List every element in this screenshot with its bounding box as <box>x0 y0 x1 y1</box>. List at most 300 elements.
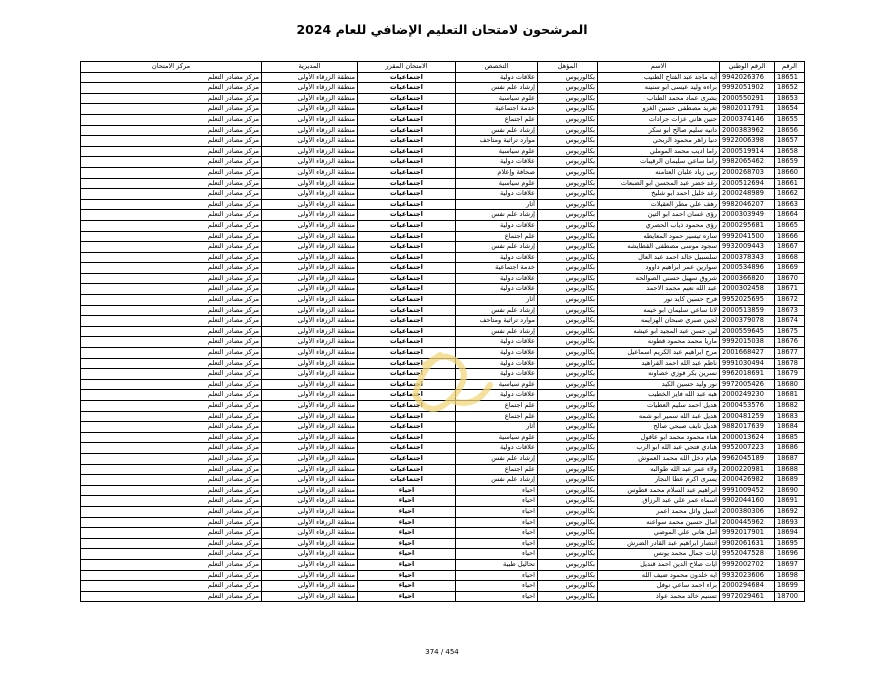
cell-center: مركز مصادر التعلم <box>81 337 262 348</box>
cell-specialty: علاقات دولية <box>456 220 538 231</box>
cell-name: هبه عبد الله فايز الخطيب <box>598 390 720 401</box>
cell-qualification: بكالوريوس <box>538 443 598 454</box>
cell-national-id: 2000481259 <box>720 411 775 422</box>
table-row <box>81 411 805 422</box>
cell-exam: اجتماعيات <box>358 379 456 390</box>
cell-num: 18680 <box>775 379 805 390</box>
cell-specialty: علاقات دولية <box>456 189 538 200</box>
cell-directorate: منطقة الزرقاء الأولى <box>262 581 358 592</box>
cell-exam: احياء <box>358 559 456 570</box>
cell-exam: اجتماعيات <box>358 443 456 454</box>
cell-name: سوارين عمر ابراهيم داوود <box>598 263 720 274</box>
header-num: الرقم <box>775 62 805 73</box>
cell-national-id: 9802011791 <box>720 104 775 115</box>
cell-qualification: بكالوريوس <box>538 189 598 200</box>
cell-num: 18655 <box>775 114 805 125</box>
cell-center: مركز مصادر التعلم <box>81 559 262 570</box>
cell-national-id: 2000378343 <box>720 252 775 263</box>
cell-national-id: 9882017639 <box>720 422 775 433</box>
table-header-row <box>81 62 805 73</box>
cell-exam: احياء <box>358 538 456 549</box>
cell-specialty: إرشاد علم نفس <box>456 305 538 316</box>
cell-national-id: 9972029461 <box>720 591 775 602</box>
cell-center: مركز مصادر التعلم <box>81 295 262 306</box>
cell-center: مركز مصادر التعلم <box>81 136 262 147</box>
table-row <box>81 559 805 570</box>
cell-center: مركز مصادر التعلم <box>81 517 262 528</box>
cell-directorate: منطقة الزرقاء الأولى <box>262 295 358 306</box>
cell-exam: اجتماعيات <box>358 305 456 316</box>
cell-exam: اجتماعيات <box>358 252 456 263</box>
cell-qualification: بكالوريوس <box>538 591 598 602</box>
cell-num: 18660 <box>775 167 805 178</box>
table-row <box>81 549 805 560</box>
cell-national-id: 2000379078 <box>720 316 775 327</box>
cell-num: 18664 <box>775 210 805 221</box>
table-row <box>81 167 805 178</box>
cell-exam: اجتماعيات <box>358 316 456 327</box>
table-row <box>81 199 805 210</box>
cell-specialty: علم اجتماع <box>456 231 538 242</box>
cell-directorate: منطقة الزرقاء الأولى <box>262 157 358 168</box>
cell-qualification: بكالوريوس <box>538 464 598 475</box>
cell-num: 18674 <box>775 316 805 327</box>
cell-center: مركز مصادر التعلم <box>81 496 262 507</box>
cell-specialty: تحاليل طبية <box>456 559 538 570</box>
cell-exam: اجتماعيات <box>358 369 456 380</box>
cell-num: 18658 <box>775 146 805 157</box>
cell-directorate: منطقة الزرقاء الأولى <box>262 273 358 284</box>
cell-qualification: بكالوريوس <box>538 337 598 348</box>
cell-center: مركز مصادر التعلم <box>81 390 262 401</box>
cell-national-id: 2000249230 <box>720 390 775 401</box>
cell-national-id: 9902061631 <box>720 538 775 549</box>
cell-name: امل هاني علي الموصي <box>598 528 720 539</box>
cell-exam: اجتماعيات <box>358 401 456 412</box>
cell-name: هنادي فتحي عبد الله ابو الرب <box>598 443 720 454</box>
cell-qualification: بكالوريوس <box>538 517 598 528</box>
cell-num: 18681 <box>775 390 805 401</box>
cell-national-id: 2000248989 <box>720 189 775 200</box>
cell-center: مركز مصادر التعلم <box>81 104 262 115</box>
cell-qualification: بكالوريوس <box>538 475 598 486</box>
cell-exam: اجتماعيات <box>358 432 456 443</box>
cell-directorate: منطقة الزرقاء الأولى <box>262 189 358 200</box>
cell-exam: احياء <box>358 591 456 602</box>
cell-exam: اجتماعيات <box>358 114 456 125</box>
cell-specialty: إرشاد علم نفس <box>456 242 538 253</box>
cell-center: مركز مصادر التعلم <box>81 443 262 454</box>
cell-num: 18678 <box>775 358 805 369</box>
cell-directorate: منطقة الزرقاء الأولى <box>262 401 358 412</box>
cell-qualification: بكالوريوس <box>538 432 598 443</box>
cell-national-id: 9992015038 <box>720 337 775 348</box>
cell-qualification: بكالوريوس <box>538 496 598 507</box>
cell-center: مركز مصادر التعلم <box>81 411 262 422</box>
cell-national-id: 2000519914 <box>720 146 775 157</box>
cell-specialty: علم اجتماع <box>456 411 538 422</box>
cell-name: تغريد مصطفى حسين الغزو <box>598 104 720 115</box>
cell-specialty: احياء <box>456 517 538 528</box>
cell-num: 18673 <box>775 305 805 316</box>
table-row <box>81 210 805 221</box>
cell-num: 18699 <box>775 581 805 592</box>
cell-national-id: 9991030494 <box>720 358 775 369</box>
cell-center: مركز مصادر التعلم <box>81 125 262 136</box>
cell-national-id: 2000380306 <box>720 506 775 517</box>
cell-specialty: علاقات دولية <box>456 252 538 263</box>
cell-num: 18698 <box>775 570 805 581</box>
cell-center: مركز مصادر التعلم <box>81 167 262 178</box>
cell-num: 18663 <box>775 199 805 210</box>
cell-specialty: احياء <box>456 528 538 539</box>
cell-center: مركز مصادر التعلم <box>81 549 262 560</box>
cell-national-id: 2000559645 <box>720 326 775 337</box>
cell-center: مركز مصادر التعلم <box>81 432 262 443</box>
table-row <box>81 528 805 539</box>
table-row <box>81 178 805 189</box>
cell-directorate: منطقة الزرقاء الأولى <box>262 517 358 528</box>
cell-qualification: بكالوريوس <box>538 485 598 496</box>
header-directorate: المديرية <box>262 62 358 73</box>
cell-num: 18652 <box>775 83 805 94</box>
cell-directorate: منطقة الزرقاء الأولى <box>262 506 358 517</box>
table-row <box>81 517 805 528</box>
cell-num: 18665 <box>775 220 805 231</box>
cell-specialty: إرشاد علم نفس <box>456 475 538 486</box>
cell-directorate: منطقة الزرقاء الأولى <box>262 559 358 570</box>
cell-center: مركز مصادر التعلم <box>81 157 262 168</box>
cell-num: 18679 <box>775 369 805 380</box>
cell-national-id: 9902044160 <box>720 496 775 507</box>
cell-national-id: 9982065462 <box>720 157 775 168</box>
cell-qualification: بكالوريوس <box>538 93 598 104</box>
cell-qualification: بكالوريوس <box>538 220 598 231</box>
table-row <box>81 390 805 401</box>
cell-name: سجود موسى مصطفى القطايشه <box>598 242 720 253</box>
cell-directorate: منطقة الزرقاء الأولى <box>262 199 358 210</box>
cell-qualification: بكالوريوس <box>538 411 598 422</box>
cell-num: 18669 <box>775 263 805 274</box>
cell-name: شروق سهيل حسني الصوالحه <box>598 273 720 284</box>
cell-qualification: بكالوريوس <box>538 146 598 157</box>
table-row <box>81 453 805 464</box>
cell-specialty: علاقات دولية <box>456 337 538 348</box>
cell-directorate: منطقة الزرقاء الأولى <box>262 348 358 359</box>
cell-specialty: علوم سياسية <box>456 432 538 443</box>
cell-name: ناظم عبد الله احمد الفراهيد <box>598 358 720 369</box>
table-row <box>81 72 805 83</box>
cell-directorate: منطقة الزرقاء الأولى <box>262 316 358 327</box>
cell-specialty: علم اجتماع <box>456 401 538 412</box>
cell-specialty: علم اجتماع <box>456 114 538 125</box>
cell-specialty: احياء <box>456 570 538 581</box>
cell-directorate: منطقة الزرقاء الأولى <box>262 178 358 189</box>
cell-national-id: 9952025695 <box>720 295 775 306</box>
cell-num: 18676 <box>775 337 805 348</box>
cell-name: لجين صبري صبحان الهزايمه <box>598 316 720 327</box>
header-national-id: الرقم الوطني <box>720 62 775 73</box>
cell-exam: اجتماعيات <box>358 475 456 486</box>
cell-qualification: بكالوريوس <box>538 538 598 549</box>
header-center: مركز الامتحان <box>81 62 262 73</box>
cell-exam: اجتماعيات <box>358 146 456 157</box>
cell-national-id: 9942026376 <box>720 72 775 83</box>
cell-num: 18696 <box>775 549 805 560</box>
cell-center: مركز مصادر التعلم <box>81 189 262 200</box>
cell-center: مركز مصادر التعلم <box>81 93 262 104</box>
cell-directorate: منطقة الزرقاء الأولى <box>262 136 358 147</box>
cell-num: 18689 <box>775 475 805 486</box>
cell-center: مركز مصادر التعلم <box>81 284 262 295</box>
cell-name: بشرى عماد محمد الطناب <box>598 93 720 104</box>
cell-specialty: إرشاد علم نفس <box>456 453 538 464</box>
cell-name: نسرين بكر فوزي خصاونه <box>598 369 720 380</box>
cell-directorate: منطقة الزرقاء الأولى <box>262 167 358 178</box>
table-row <box>81 295 805 306</box>
cell-exam: اجتماعيات <box>358 422 456 433</box>
cell-directorate: منطقة الزرقاء الأولى <box>262 379 358 390</box>
cell-exam: احياء <box>358 581 456 592</box>
cell-exam: احياء <box>358 485 456 496</box>
cell-national-id: 9952047528 <box>720 549 775 560</box>
cell-center: مركز مصادر التعلم <box>81 242 262 253</box>
cell-num: 18661 <box>775 178 805 189</box>
cell-center: مركز مصادر التعلم <box>81 263 262 274</box>
table-row <box>81 475 805 486</box>
cell-qualification: بكالوريوس <box>538 570 598 581</box>
cell-exam: اجتماعيات <box>358 83 456 94</box>
cell-name: راما اديب محمد الموملي <box>598 146 720 157</box>
cell-name: ماريا محمد محمود قطونه <box>598 337 720 348</box>
cell-num: 18672 <box>775 295 805 306</box>
cell-num: 18693 <box>775 517 805 528</box>
cell-national-id: 2000374146 <box>720 114 775 125</box>
cell-num: 18700 <box>775 591 805 602</box>
cell-num: 18695 <box>775 538 805 549</box>
table-row <box>81 263 805 274</box>
cell-directorate: منطقة الزرقاء الأولى <box>262 83 358 94</box>
cell-exam: احياء <box>358 496 456 507</box>
cell-qualification: بكالوريوس <box>538 242 598 253</box>
table-row <box>81 114 805 125</box>
cell-center: مركز مصادر التعلم <box>81 453 262 464</box>
cell-exam: اجتماعيات <box>358 189 456 200</box>
cell-directorate: منطقة الزرقاء الأولى <box>262 496 358 507</box>
cell-center: مركز مصادر التعلم <box>81 316 262 327</box>
cell-name: هيام دخل الله محمد العموش <box>598 453 720 464</box>
cell-qualification: بكالوريوس <box>538 273 598 284</box>
cell-center: مركز مصادر التعلم <box>81 252 262 263</box>
table-row <box>81 337 805 348</box>
table-row <box>81 464 805 475</box>
cell-name: هناء محمود محمد ابو عاقول <box>598 432 720 443</box>
cell-qualification: بكالوريوس <box>538 199 598 210</box>
cell-num: 18659 <box>775 157 805 168</box>
cell-qualification: بكالوريوس <box>538 231 598 242</box>
cell-num: 18697 <box>775 559 805 570</box>
cell-national-id: 2000445962 <box>720 517 775 528</box>
table-row <box>81 422 805 433</box>
table-row <box>81 506 805 517</box>
cell-center: مركز مصادر التعلم <box>81 358 262 369</box>
table-row <box>81 146 805 157</box>
cell-center: مركز مصادر التعلم <box>81 475 262 486</box>
cell-specialty: علوم سياسية <box>456 93 538 104</box>
cell-center: مركز مصادر التعلم <box>81 326 262 337</box>
cell-exam: اجتماعيات <box>358 337 456 348</box>
cell-qualification: بكالوريوس <box>538 549 598 560</box>
cell-directorate: منطقة الزرقاء الأولى <box>262 231 358 242</box>
table-row <box>81 231 805 242</box>
cell-name: دانيه سليم صالح ابو سكر <box>598 125 720 136</box>
cell-directorate: منطقة الزرقاء الأولى <box>262 411 358 422</box>
cell-name: براءه وليد عيسى ابو سنينه <box>598 83 720 94</box>
cell-specialty: احياء <box>456 549 538 560</box>
cell-center: مركز مصادر التعلم <box>81 210 262 221</box>
cell-center: مركز مصادر التعلم <box>81 581 262 592</box>
cell-num: 18654 <box>775 104 805 115</box>
cell-exam: اجتماعيات <box>358 178 456 189</box>
cell-qualification: بكالوريوس <box>538 252 598 263</box>
cell-qualification: بكالوريوس <box>538 369 598 380</box>
cell-national-id: 2000220981 <box>720 464 775 475</box>
cell-name: رؤى غسان احمد ابو التين <box>598 210 720 221</box>
cell-center: مركز مصادر التعلم <box>81 528 262 539</box>
cell-national-id: 2000453576 <box>720 401 775 412</box>
cell-num: 18657 <box>775 136 805 147</box>
cell-name: ابراهيم عبد السلام محمد قطوس <box>598 485 720 496</box>
cell-center: مركز مصادر التعلم <box>81 570 262 581</box>
cell-exam: احياء <box>358 506 456 517</box>
cell-directorate: منطقة الزرقاء الأولى <box>262 146 358 157</box>
cell-specialty: علوم سياسية <box>456 178 538 189</box>
cell-qualification: بكالوريوس <box>538 305 598 316</box>
header-qualification: المؤهل <box>538 62 598 73</box>
cell-national-id: 2000295681 <box>720 220 775 231</box>
cell-center: مركز مصادر التعلم <box>81 114 262 125</box>
header-specialty: التخصص <box>456 62 538 73</box>
cell-national-id: 9992051902 <box>720 83 775 94</box>
cell-national-id: 2000512694 <box>720 178 775 189</box>
cell-directorate: منطقة الزرقاء الأولى <box>262 432 358 443</box>
table-row <box>81 369 805 380</box>
cell-directorate: منطقة الزرقاء الأولى <box>262 263 358 274</box>
table-row <box>81 443 805 454</box>
cell-directorate: منطقة الزرقاء الأولى <box>262 528 358 539</box>
cell-center: مركز مصادر التعلم <box>81 348 262 359</box>
cell-name: رغد خضر عبد المحسن ابو الضبعات <box>598 178 720 189</box>
table-row <box>81 157 805 168</box>
page-title: المرشحون لامتحان التعليم الإضافي للعام 2024 <box>296 22 588 37</box>
cell-exam: احياء <box>358 528 456 539</box>
cell-national-id: 9992041500 <box>720 231 775 242</box>
cell-exam: اجتماعيات <box>358 93 456 104</box>
cell-specialty: علاقات دولية <box>456 273 538 284</box>
cell-specialty: خدمة اجتماعية <box>456 263 538 274</box>
cell-center: مركز مصادر التعلم <box>81 379 262 390</box>
cell-specialty: موارد تراثية ومتاحف <box>456 136 538 147</box>
cell-name: ايات صلاح الدين احمد قنديل <box>598 559 720 570</box>
cell-qualification: بكالوريوس <box>538 581 598 592</box>
cell-national-id: 2000366820 <box>720 273 775 284</box>
cell-num: 18685 <box>775 432 805 443</box>
cell-num: 18692 <box>775 506 805 517</box>
cell-num: 18670 <box>775 273 805 284</box>
table-row <box>81 316 805 327</box>
cell-exam: احياء <box>358 570 456 581</box>
candidates-table <box>80 61 805 602</box>
cell-exam: اجتماعيات <box>358 273 456 284</box>
cell-specialty: آثار <box>456 295 538 306</box>
cell-name: هديل عبد الله سمير ابو شمه <box>598 411 720 422</box>
cell-num: 18687 <box>775 453 805 464</box>
cell-exam: احياء <box>358 517 456 528</box>
cell-name: سلسبيل خالد احمد عبد العال <box>598 252 720 263</box>
cell-qualification: بكالوريوس <box>538 506 598 517</box>
cell-specialty: علاقات دولية <box>456 284 538 295</box>
cell-directorate: منطقة الزرقاء الأولى <box>262 284 358 295</box>
table-row <box>81 93 805 104</box>
cell-national-id: 2000426982 <box>720 475 775 486</box>
cell-qualification: بكالوريوس <box>538 358 598 369</box>
cell-center: مركز مصادر التعلم <box>81 506 262 517</box>
cell-directorate: منطقة الزرقاء الأولى <box>262 538 358 549</box>
cell-name: ساره تيسير حمود المعايطه <box>598 231 720 242</box>
cell-exam: اجتماعيات <box>358 136 456 147</box>
cell-national-id: 2001668427 <box>720 348 775 359</box>
cell-directorate: منطقة الزرقاء الأولى <box>262 443 358 454</box>
cell-num: 18684 <box>775 422 805 433</box>
header-name: الاسم <box>598 62 720 73</box>
cell-national-id: 2000513859 <box>720 305 775 316</box>
cell-exam: اجتماعيات <box>358 125 456 136</box>
cell-specialty: احياء <box>456 506 538 517</box>
cell-center: مركز مصادر التعلم <box>81 369 262 380</box>
cell-specialty: علاقات دولية <box>456 157 538 168</box>
cell-specialty: علوم سياسية <box>456 379 538 390</box>
cell-directorate: منطقة الزرقاء الأولى <box>262 93 358 104</box>
cell-specialty: إرشاد علم نفس <box>456 83 538 94</box>
cell-num: 18683 <box>775 411 805 422</box>
cell-num: 18653 <box>775 93 805 104</box>
cell-center: مركز مصادر التعلم <box>81 220 262 231</box>
page-number: 374 / 454 <box>425 648 459 656</box>
cell-exam: اجتماعيات <box>358 348 456 359</box>
cell-qualification: بكالوريوس <box>538 104 598 115</box>
cell-qualification: بكالوريوس <box>538 167 598 178</box>
cell-directorate: منطقة الزرقاء الأولى <box>262 104 358 115</box>
table-row <box>81 538 805 549</box>
cell-qualification: بكالوريوس <box>538 72 598 83</box>
table-row <box>81 189 805 200</box>
cell-exam: اجتماعيات <box>358 411 456 422</box>
cell-name: اسيل وائل محمد اعمر <box>598 506 720 517</box>
cell-center: مركز مصادر التعلم <box>81 464 262 475</box>
cell-specialty: علاقات دولية <box>456 369 538 380</box>
cell-qualification: بكالوريوس <box>538 316 598 327</box>
cell-exam: اجتماعيات <box>358 326 456 337</box>
cell-qualification: بكالوريوس <box>538 390 598 401</box>
cell-name: انتصار ابراهيم عبد القادر الضرش <box>598 538 720 549</box>
cell-qualification: بكالوريوس <box>538 157 598 168</box>
cell-qualification: بكالوريوس <box>538 114 598 125</box>
cell-directorate: منطقة الزرقاء الأولى <box>262 210 358 221</box>
cell-directorate: منطقة الزرقاء الأولى <box>262 570 358 581</box>
cell-num: 18686 <box>775 443 805 454</box>
cell-exam: اجتماعيات <box>358 157 456 168</box>
cell-num: 18694 <box>775 528 805 539</box>
